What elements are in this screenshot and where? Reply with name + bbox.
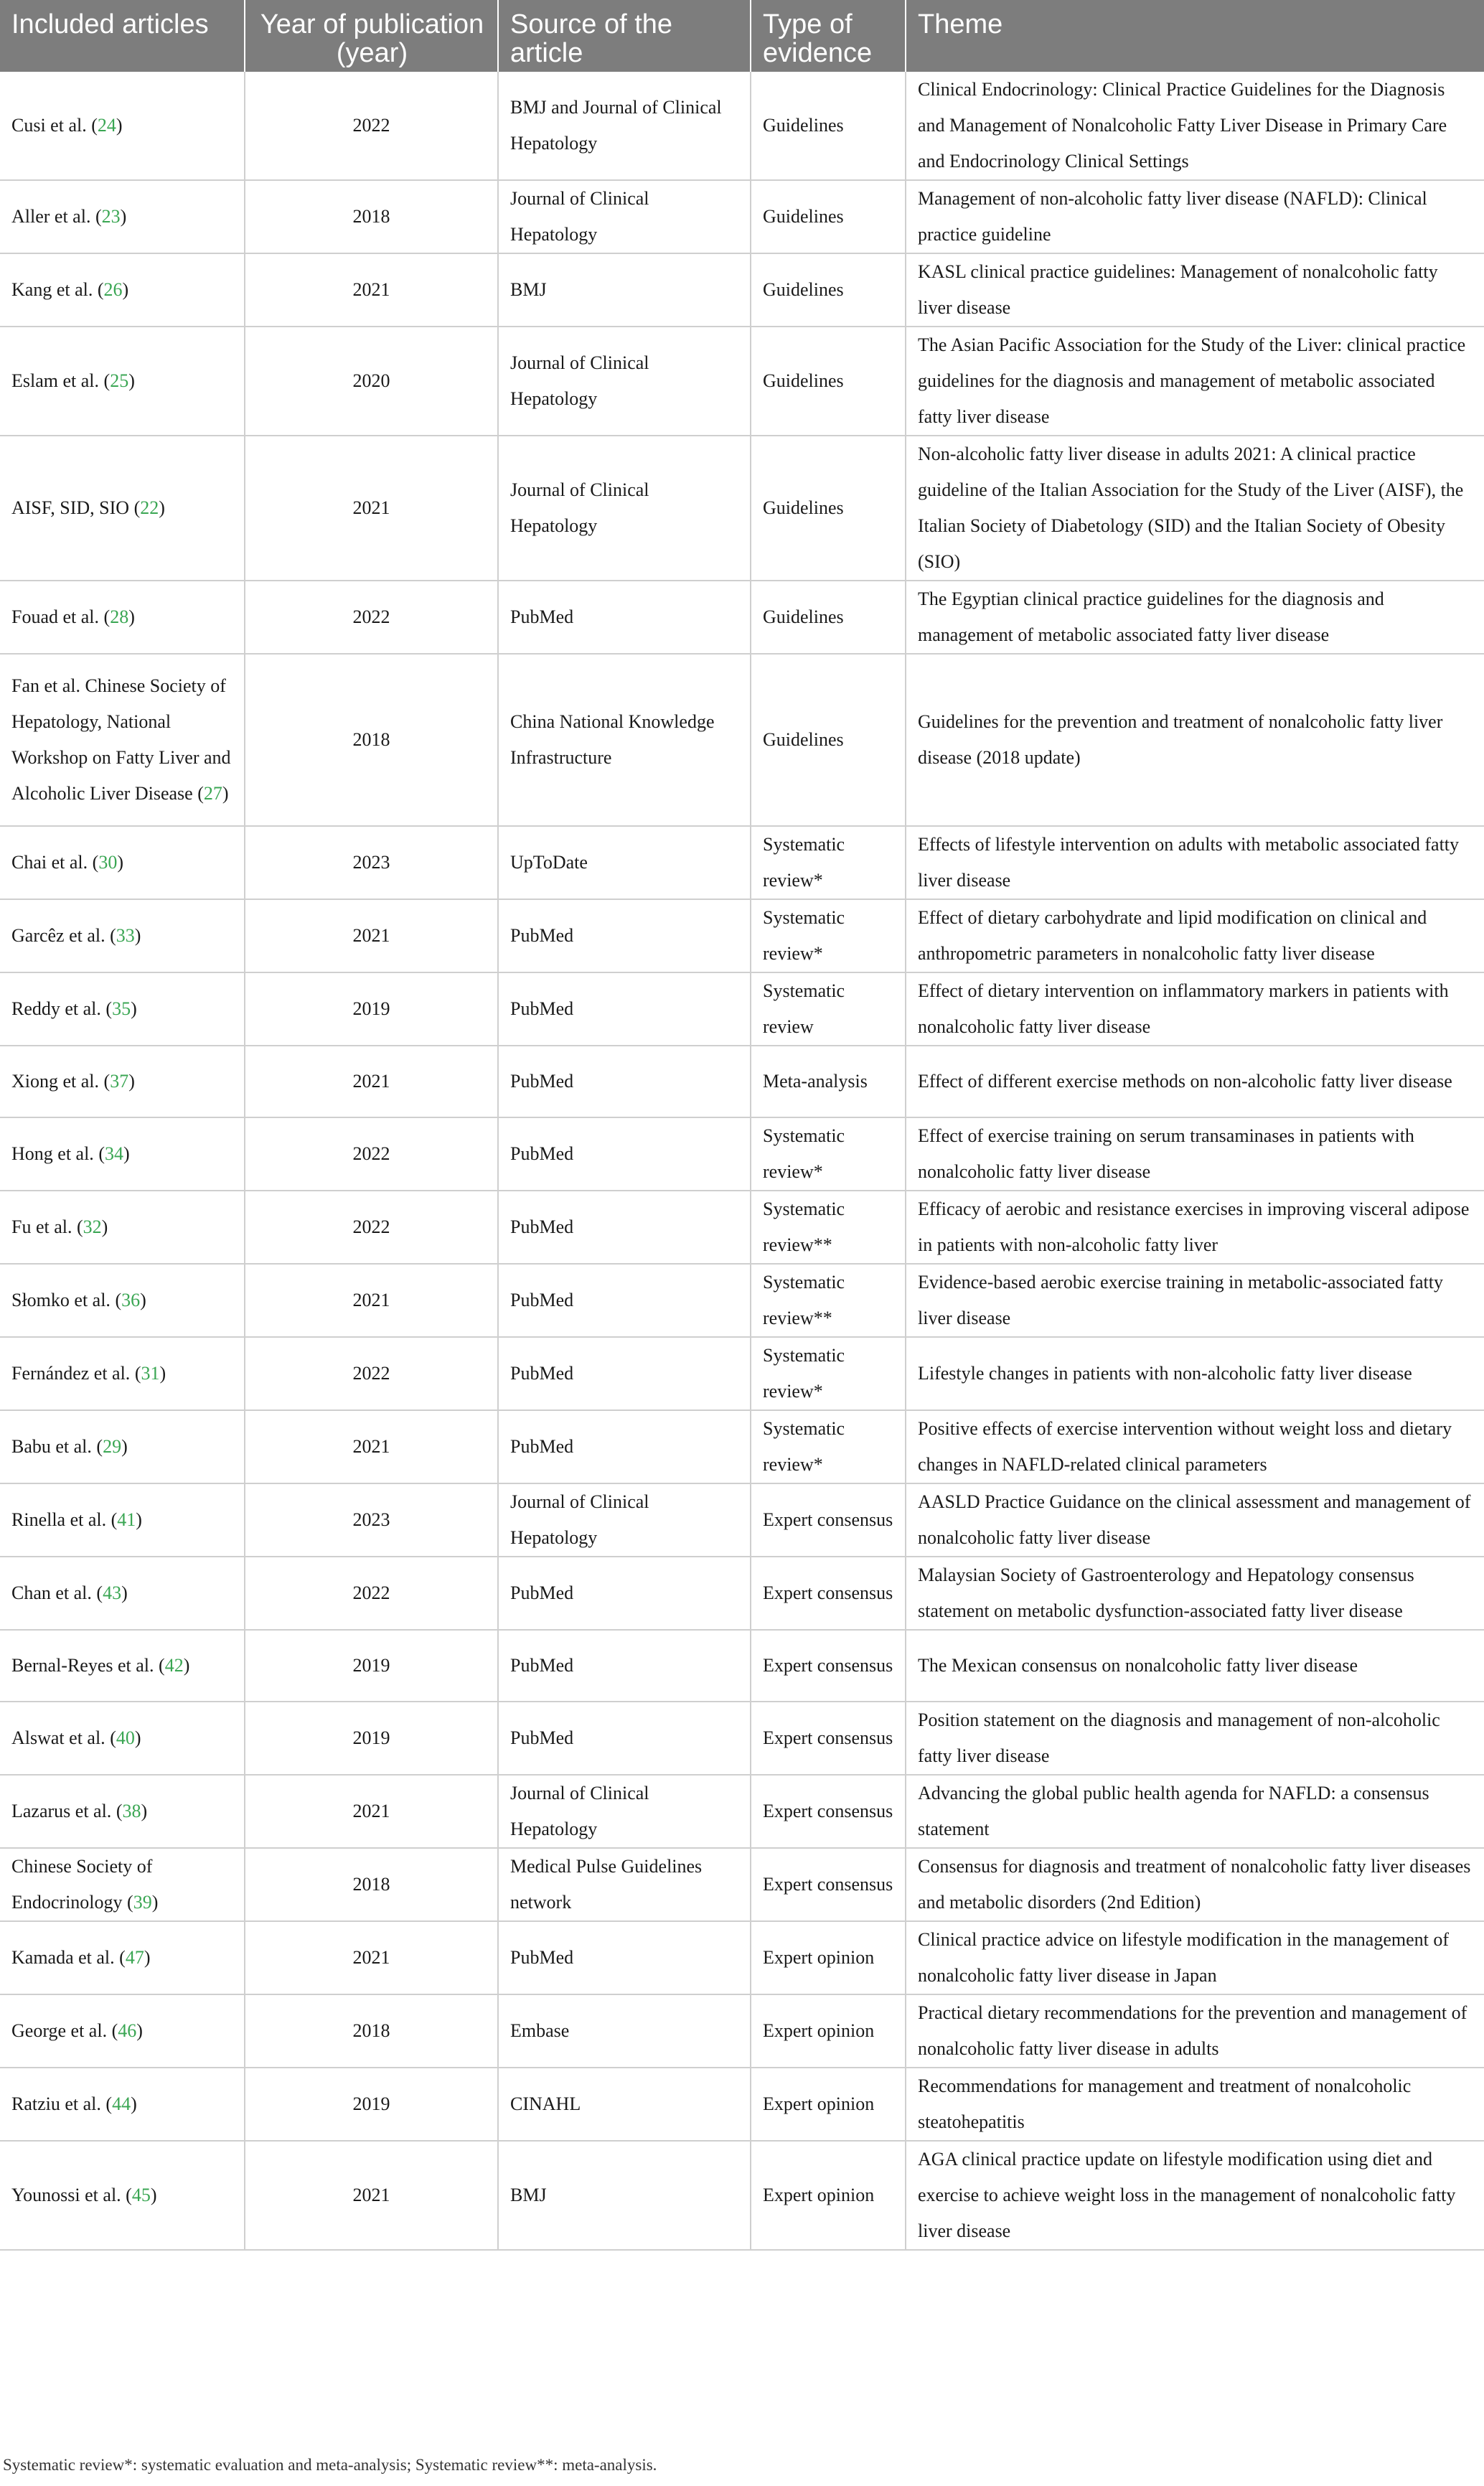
cell-year: 2019 xyxy=(245,972,498,1046)
reference-link[interactable]: 37 xyxy=(110,1071,129,1092)
cell-type: Meta-analysis xyxy=(751,1046,906,1117)
cell-year: 2022 xyxy=(245,72,498,180)
header-year: Year of publication (year) xyxy=(245,0,498,72)
reference-link[interactable]: 30 xyxy=(98,852,118,873)
reference-link[interactable]: 38 xyxy=(122,1801,141,1821)
cell-source: PubMed xyxy=(498,1702,751,1775)
reference-link[interactable]: 26 xyxy=(103,279,123,300)
cell-article: Hong et al. (34) xyxy=(0,1117,245,1191)
cell-theme: Non-alcoholic fatty liver disease in adults 2021: A clinical practice guideline of the Italian Association for the Study of the Liver (AISF), the Italian Society of Diabetology (SID) and the Italian Society of Obesity (SIO) xyxy=(906,436,1484,581)
cell-type: Systematic review* xyxy=(751,1117,906,1191)
cell-year: 2021 xyxy=(245,1775,498,1848)
cell-article: Alswat et al. (40) xyxy=(0,1702,245,1775)
cell-article: Fouad et al. (28) xyxy=(0,581,245,654)
table-row xyxy=(0,972,1484,1046)
cell-year: 2021 xyxy=(245,1921,498,1994)
cell-theme: The Asian Pacific Association for the Study of the Liver: clinical practice guidelines for the diagnosis and management of metabolic associated fatty liver disease xyxy=(906,327,1484,436)
cell-year: 2020 xyxy=(245,327,498,436)
table-row xyxy=(0,1994,1484,2068)
cell-article: Younossi et al. (45) xyxy=(0,2141,245,2250)
cell-year: 2021 xyxy=(245,253,498,327)
cell-theme: Recommendations for management and treatment of nonalcoholic steatohepatitis xyxy=(906,2068,1484,2141)
table-row xyxy=(0,1630,1484,1702)
cell-type: Guidelines xyxy=(751,180,906,253)
table-row xyxy=(0,1337,1484,1410)
cell-type: Expert opinion xyxy=(751,2141,906,2250)
cell-theme: Effects of lifestyle intervention on adults with metabolic associated fatty liver disease xyxy=(906,826,1484,899)
reference-link[interactable]: 29 xyxy=(103,1436,122,1457)
cell-year: 2018 xyxy=(245,654,498,826)
header-source: Source of the article xyxy=(498,0,751,72)
cell-year: 2018 xyxy=(245,180,498,253)
cell-year: 2018 xyxy=(245,1994,498,2068)
cell-source: UpToDate xyxy=(498,826,751,899)
article-name: Alswat et al. xyxy=(11,1727,105,1748)
reference-link[interactable]: 31 xyxy=(141,1363,160,1384)
cell-year: 2018 xyxy=(245,1848,498,1921)
reference-link[interactable]: 23 xyxy=(101,206,121,227)
cell-theme: AASLD Practice Guidance on the clinical assessment and management of nonalcoholic fatty liver disease xyxy=(906,1483,1484,1557)
article-name: Fan et al. Chinese Society of Hepatology, National Workshop on Fatty Liver and Alcoholic Liver Disease xyxy=(11,675,231,804)
reference-link[interactable]: 35 xyxy=(112,998,131,1019)
cell-type: Expert consensus xyxy=(751,1630,906,1702)
cell-article: Rinella et al. (41) xyxy=(0,1483,245,1557)
cell-source: Embase xyxy=(498,1994,751,2068)
cell-source: BMJ xyxy=(498,253,751,327)
cell-theme: Guidelines for the prevention and treatment of nonalcoholic fatty liver disease (2018 update) xyxy=(906,654,1484,826)
cell-article: Kang et al. (26) xyxy=(0,253,245,327)
table-row xyxy=(0,2068,1484,2141)
cell-source: PubMed xyxy=(498,1117,751,1191)
cell-theme: Management of non-alcoholic fatty liver disease (NAFLD): Clinical practice guideline xyxy=(906,180,1484,253)
cell-source: PubMed xyxy=(498,1337,751,1410)
cell-theme: Effect of exercise training on serum transaminases in patients with nonalcoholic fatty liver disease xyxy=(906,1117,1484,1191)
reference-link[interactable]: 22 xyxy=(140,497,159,518)
cell-type: Systematic review* xyxy=(751,899,906,972)
table-row xyxy=(0,1921,1484,1994)
cell-year: 2021 xyxy=(245,436,498,581)
cell-source: BMJ xyxy=(498,2141,751,2250)
reference-link[interactable]: 39 xyxy=(133,1892,152,1913)
table-row xyxy=(0,899,1484,972)
table-row xyxy=(0,1557,1484,1630)
cell-theme: Practical dietary recommendations for the prevention and management of nonalcoholic fatty liver disease in adults xyxy=(906,1994,1484,2068)
reference-link[interactable]: 46 xyxy=(118,2020,137,2041)
cell-theme: Clinical Endocrinology: Clinical Practice Guidelines for the Diagnosis and Management of Nonalcoholic Fatty Liver Disease in Primary Care and Endocrinology Clinical Settings xyxy=(906,72,1484,180)
article-name: Younossi et al. xyxy=(11,2185,121,2205)
cell-source: BMJ and Journal of Clinical Hepatology xyxy=(498,72,751,180)
reference-link[interactable]: 36 xyxy=(121,1290,141,1310)
cell-theme: Evidence-based aerobic exercise training in metabolic-associated fatty liver disease xyxy=(906,1264,1484,1337)
cell-type: Guidelines xyxy=(751,253,906,327)
table-row xyxy=(0,253,1484,327)
cell-article: AISF, SID, SIO (22) xyxy=(0,436,245,581)
cell-source: China National Knowledge Infrastructure xyxy=(498,654,751,826)
table-row xyxy=(0,1702,1484,1775)
table-row xyxy=(0,654,1484,826)
cell-year: 2019 xyxy=(245,1630,498,1702)
cell-theme: The Mexican consensus on nonalcoholic fatty liver disease xyxy=(906,1630,1484,1702)
cell-year: 2022 xyxy=(245,581,498,654)
cell-theme: Position statement on the diagnosis and management of non-alcoholic fatty liver disease xyxy=(906,1702,1484,1775)
cell-theme: Advancing the global public health agenda for NAFLD: a consensus statement xyxy=(906,1775,1484,1848)
cell-type: Systematic review* xyxy=(751,1410,906,1483)
cell-article: Reddy et al. (35) xyxy=(0,972,245,1046)
article-name: Fernández et al. xyxy=(11,1363,131,1384)
cell-year: 2023 xyxy=(245,1483,498,1557)
article-name: Lazarus et al. xyxy=(11,1801,112,1821)
cell-type: Guidelines xyxy=(751,436,906,581)
article-name: Chai et al. xyxy=(11,852,88,873)
cell-theme: AGA clinical practice update on lifestyle modification using diet and exercise to achieve weight loss in the management of nonalcoholic fatty liver disease xyxy=(906,2141,1484,2250)
header-row xyxy=(0,0,1484,72)
cell-type: Systematic review xyxy=(751,972,906,1046)
cell-year: 2021 xyxy=(245,1264,498,1337)
reference-link[interactable]: 24 xyxy=(97,115,116,136)
cell-type: Systematic review** xyxy=(751,1264,906,1337)
reference-link[interactable]: 42 xyxy=(164,1655,184,1676)
article-name: Słomko et al. xyxy=(11,1290,111,1310)
cell-theme: Consensus for diagnosis and treatment of nonalcoholic fatty liver diseases and metabolic disorders (2nd Edition) xyxy=(906,1848,1484,1921)
cell-source: PubMed xyxy=(498,1191,751,1264)
cell-type: Guidelines xyxy=(751,72,906,180)
article-name: Eslam et al. xyxy=(11,370,100,391)
cell-type: Guidelines xyxy=(751,327,906,436)
cell-year: 2021 xyxy=(245,1046,498,1117)
table-row xyxy=(0,1483,1484,1557)
cell-year: 2022 xyxy=(245,1117,498,1191)
cell-source: PubMed xyxy=(498,972,751,1046)
reference-link[interactable]: 28 xyxy=(110,606,129,627)
cell-article: Fu et al. (32) xyxy=(0,1191,245,1264)
cell-article: Garcêz et al. (33) xyxy=(0,899,245,972)
cell-type: Expert consensus xyxy=(751,1848,906,1921)
cell-source: PubMed xyxy=(498,1557,751,1630)
reference-link[interactable]: 33 xyxy=(116,925,135,946)
article-name: Fouad et al. xyxy=(11,606,100,627)
article-name: George et al. xyxy=(11,2020,108,2041)
cell-type: Expert opinion xyxy=(751,2068,906,2141)
cell-article: Chai et al. (30) xyxy=(0,826,245,899)
cell-type: Expert consensus xyxy=(751,1775,906,1848)
cell-theme: Effect of dietary carbohydrate and lipid modification on clinical and anthropometric parameters in nonalcoholic fatty liver disease xyxy=(906,899,1484,972)
cell-article: George et al. (46) xyxy=(0,1994,245,2068)
article-name: Ratziu et al. xyxy=(11,2093,101,2114)
cell-article: Ratziu et al. (44) xyxy=(0,2068,245,2141)
cell-source: PubMed xyxy=(498,581,751,654)
reference-link[interactable]: 44 xyxy=(112,2093,131,2114)
table-row xyxy=(0,1848,1484,1921)
article-name: Reddy et al. xyxy=(11,998,101,1019)
cell-year: 2023 xyxy=(245,826,498,899)
article-name: Aller et al. xyxy=(11,206,91,227)
article-name: Cusi et al. xyxy=(11,115,87,136)
cell-theme: The Egyptian clinical practice guidelines for the diagnosis and management of metabolic associated fatty liver disease xyxy=(906,581,1484,654)
cell-article: Xiong et al. (37) xyxy=(0,1046,245,1117)
cell-source: Journal of Clinical Hepatology xyxy=(498,180,751,253)
cell-article: Fan et al. Chinese Society of Hepatology, National Workshop on Fatty Liver and Alcoholic Liver Disease (27) xyxy=(0,654,245,826)
cell-article: Eslam et al. (25) xyxy=(0,327,245,436)
reference-link[interactable]: 25 xyxy=(110,370,129,391)
cell-article: Chan et al. (43) xyxy=(0,1557,245,1630)
table-row xyxy=(0,436,1484,581)
cell-article: Bernal-Reyes et al. (42) xyxy=(0,1630,245,1702)
cell-source: PubMed xyxy=(498,1264,751,1337)
cell-source: PubMed xyxy=(498,1921,751,1994)
cell-type: Expert consensus xyxy=(751,1483,906,1557)
table-footnote: Systematic review*: systematic evaluation and meta-analysis; Systematic review**: meta-analysis. xyxy=(3,2456,657,2474)
table-row xyxy=(0,1046,1484,1117)
cell-year: 2019 xyxy=(245,1702,498,1775)
cell-article: Fernández et al. (31) xyxy=(0,1337,245,1410)
table-row xyxy=(0,1775,1484,1848)
header-included-articles: Included articles xyxy=(0,0,245,72)
cell-theme: Effect of different exercise methods on non-alcoholic fatty liver disease xyxy=(906,1046,1484,1117)
table-body xyxy=(0,72,1484,2250)
cell-theme: Clinical practice advice on lifestyle modification in the management of nonalcoholic fatty liver disease in Japan xyxy=(906,1921,1484,1994)
table-row xyxy=(0,1191,1484,1264)
table-row xyxy=(0,1117,1484,1191)
cell-theme: Efficacy of aerobic and resistance exercises in improving visceral adipose in patients with non-alcoholic fatty liver xyxy=(906,1191,1484,1264)
cell-source: Journal of Clinical Hepatology xyxy=(498,327,751,436)
cell-year: 2022 xyxy=(245,1557,498,1630)
header-theme: Theme xyxy=(906,0,1484,72)
reference-link[interactable]: 34 xyxy=(104,1143,123,1164)
article-name: Xiong et al. xyxy=(11,1071,100,1092)
cell-source: CINAHL xyxy=(498,2068,751,2141)
cell-year: 2021 xyxy=(245,1410,498,1483)
cell-theme: KASL clinical practice guidelines: Management of nonalcoholic fatty liver disease xyxy=(906,253,1484,327)
cell-year: 2021 xyxy=(245,2141,498,2250)
article-name: Chan et al. xyxy=(11,1582,92,1603)
table-row xyxy=(0,581,1484,654)
cell-article: Babu et al. (29) xyxy=(0,1410,245,1483)
article-name: Bernal-Reyes et al. xyxy=(11,1655,154,1676)
cell-source: Journal of Clinical Hepatology xyxy=(498,1483,751,1557)
cell-year: 2022 xyxy=(245,1191,498,1264)
reference-link[interactable]: 27 xyxy=(203,783,222,804)
cell-source: PubMed xyxy=(498,1630,751,1702)
reference-link[interactable]: 32 xyxy=(83,1216,102,1237)
cell-source: Journal of Clinical Hepatology xyxy=(498,1775,751,1848)
table-header xyxy=(0,0,1484,72)
reference-link[interactable]: 40 xyxy=(116,1727,135,1748)
cell-type: Guidelines xyxy=(751,581,906,654)
article-name: Babu et al. xyxy=(11,1436,92,1457)
cell-theme: Positive effects of exercise intervention without weight loss and dietary changes in NAFLD-related clinical parameters xyxy=(906,1410,1484,1483)
cell-theme: Malaysian Society of Gastroenterology and Hepatology consensus statement on metabolic dysfunction-associated fatty liver disease xyxy=(906,1557,1484,1630)
cell-theme: Effect of dietary intervention on inflammatory markers in patients with nonalcoholic fatty liver disease xyxy=(906,972,1484,1046)
cell-type: Expert opinion xyxy=(751,1921,906,1994)
cell-year: 2022 xyxy=(245,1337,498,1410)
article-name: AISF, SID, SIO xyxy=(11,497,130,518)
table-row xyxy=(0,2141,1484,2250)
cell-type: Guidelines xyxy=(751,654,906,826)
table-row xyxy=(0,180,1484,253)
cell-article: Słomko et al. (36) xyxy=(0,1264,245,1337)
article-name: Fu et al. xyxy=(11,1216,72,1237)
reference-link[interactable]: 47 xyxy=(125,1947,144,1968)
reference-link[interactable]: 45 xyxy=(131,2185,151,2205)
cell-year: 2019 xyxy=(245,2068,498,2141)
cell-article: Cusi et al. (24) xyxy=(0,72,245,180)
cell-type: Systematic review* xyxy=(751,1337,906,1410)
cell-type: Expert opinion xyxy=(751,1994,906,2068)
article-name: Chinese Society of Endocrinology xyxy=(11,1856,153,1913)
cell-type: Expert consensus xyxy=(751,1557,906,1630)
article-name: Rinella et al. xyxy=(11,1509,107,1530)
cell-year: 2021 xyxy=(245,899,498,972)
cell-theme: Lifestyle changes in patients with non-alcoholic fatty liver disease xyxy=(906,1337,1484,1410)
article-name: Garcêz et al. xyxy=(11,925,105,946)
reference-link[interactable]: 41 xyxy=(117,1509,136,1530)
cell-type: Systematic review* xyxy=(751,826,906,899)
cell-article: Aller et al. (23) xyxy=(0,180,245,253)
article-name: Hong et al. xyxy=(11,1143,94,1164)
article-name: Kang et al. xyxy=(11,279,93,300)
cell-article: Kamada et al. (47) xyxy=(0,1921,245,1994)
table-row xyxy=(0,72,1484,180)
cell-source: PubMed xyxy=(498,1410,751,1483)
table-row xyxy=(0,327,1484,436)
cell-article: Chinese Society of Endocrinology (39) xyxy=(0,1848,245,1921)
cell-source: Journal of Clinical Hepatology xyxy=(498,436,751,581)
table-row xyxy=(0,1264,1484,1337)
cell-type: Expert consensus xyxy=(751,1702,906,1775)
article-name: Kamada et al. xyxy=(11,1947,115,1968)
cell-source: Medical Pulse Guidelines network xyxy=(498,1848,751,1921)
cell-source: PubMed xyxy=(498,899,751,972)
header-type: Type of evidence xyxy=(751,0,906,72)
cell-source: PubMed xyxy=(498,1046,751,1117)
reference-link[interactable]: 43 xyxy=(103,1582,122,1603)
cell-type: Systematic review** xyxy=(751,1191,906,1264)
table-row xyxy=(0,826,1484,899)
table-row xyxy=(0,1410,1484,1483)
cell-article: Lazarus et al. (38) xyxy=(0,1775,245,1848)
